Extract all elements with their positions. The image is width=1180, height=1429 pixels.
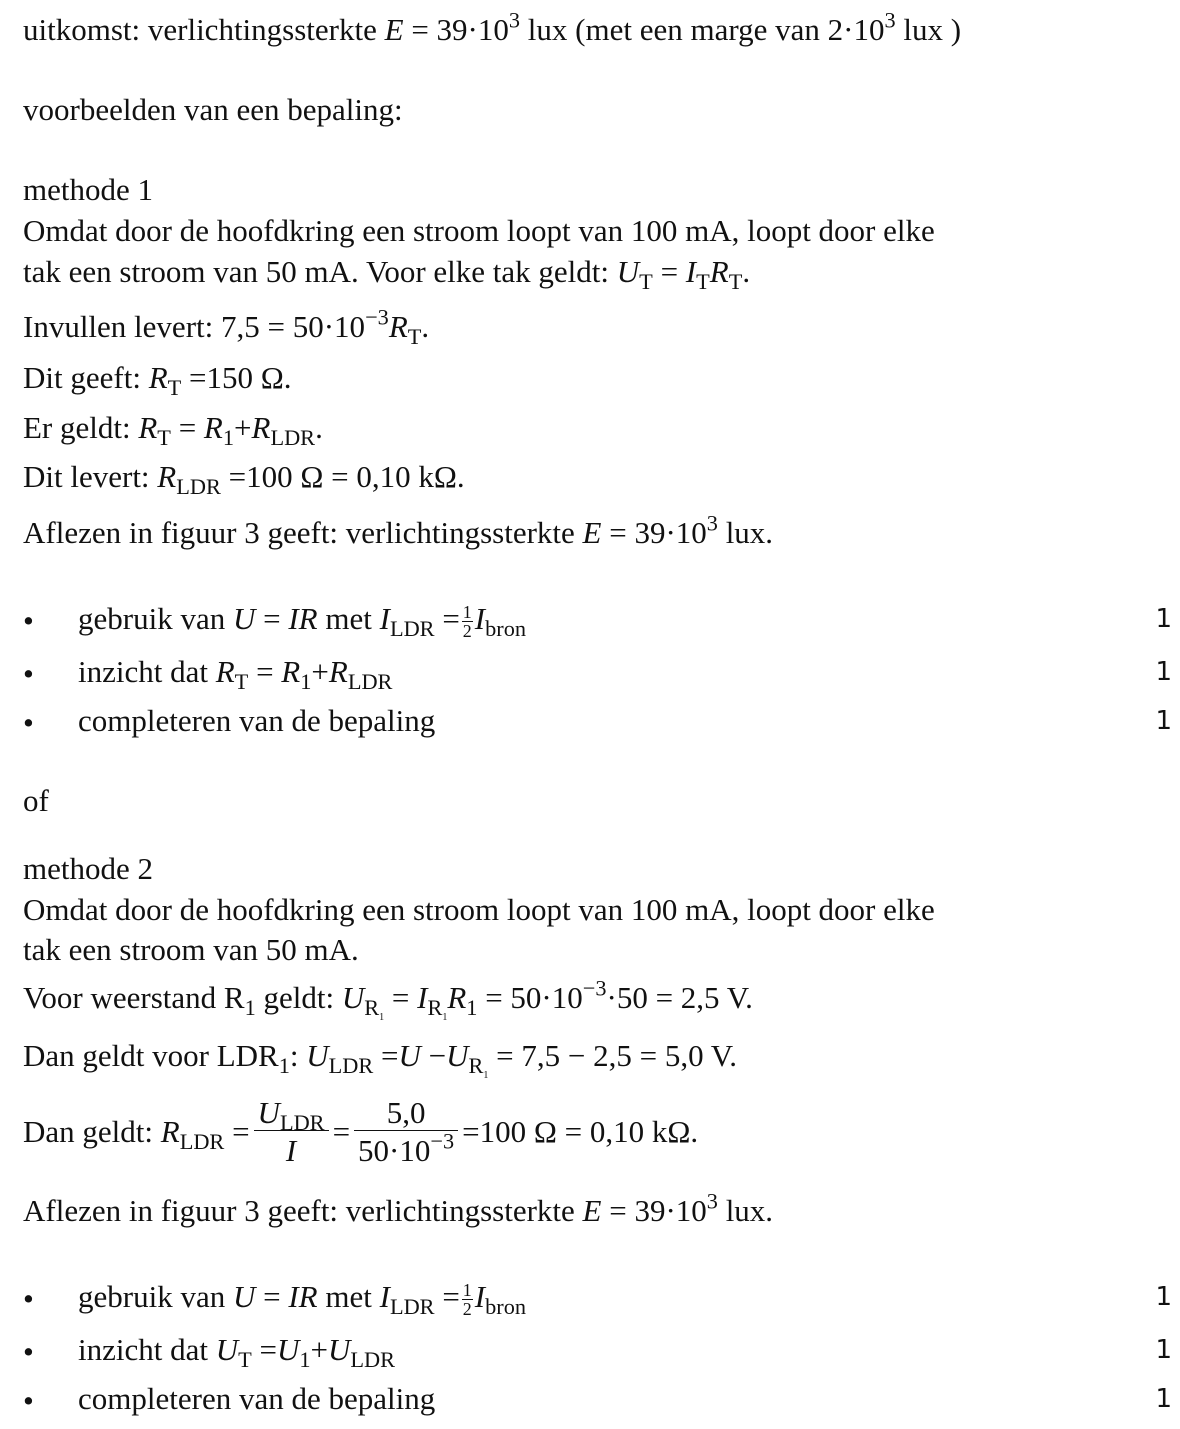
symbol-R: R — [709, 254, 729, 289]
method2-line2: tak een stroom van 50 mA. — [23, 932, 359, 967]
subscript-LDR: LDR — [270, 425, 316, 451]
outcome-unit: lux (met een marge van — [527, 12, 820, 47]
examples-heading: voorbeelden van een bepaling: — [23, 92, 403, 127]
fraction-denominator: 2 — [462, 621, 472, 642]
equals: = — [381, 1038, 399, 1073]
aflezen-value: = 39·10 — [609, 1193, 707, 1228]
subscript-1: 1 — [483, 1070, 489, 1082]
subscript-1: 1 — [442, 1012, 448, 1024]
symbol-U: U — [616, 254, 640, 289]
score-point: 1 — [1155, 706, 1172, 736]
score-point: 1 — [1155, 657, 1172, 687]
criterion-text — [78, 603, 526, 640]
symbol-R: R — [447, 980, 467, 1015]
invullen-expr: 7,5 = 50·10 — [221, 309, 366, 344]
symbol-IR: IR — [288, 601, 318, 636]
subscript-1: 1 — [300, 669, 312, 695]
geldt-label: geldt: — [263, 980, 335, 1015]
invullen-label: Invullen levert: — [23, 309, 214, 344]
symbol-E: E — [384, 12, 404, 47]
method2-dan-geldt-ldr — [23, 1038, 737, 1082]
symbol-U: U — [398, 1038, 421, 1073]
subscript-LDR: LDR — [279, 1110, 325, 1136]
symbol-U: U — [277, 1332, 300, 1367]
outcome-line — [23, 7, 962, 47]
subscript-R1 — [468, 1053, 489, 1082]
fraction-u-over-i — [254, 1097, 329, 1166]
criterion-prefix: inzicht dat — [78, 654, 208, 689]
method2-voor-weerstand — [23, 975, 753, 1024]
dit-geeft-label: Dit geeft: — [23, 360, 141, 395]
equals: = — [442, 601, 460, 636]
subscript-1: 1 — [299, 1347, 311, 1373]
fraction-denominator — [354, 1128, 458, 1168]
symbol-IR: IR — [288, 1279, 318, 1314]
equals: = — [259, 1332, 277, 1367]
equals: = — [660, 254, 679, 289]
outcome-exponent: 3 — [508, 7, 521, 33]
symbol-R: R — [157, 459, 177, 494]
method1-line2 — [23, 254, 751, 295]
method2-aflezen — [23, 1188, 774, 1228]
period: . — [742, 254, 751, 289]
symbol-U: U — [232, 1279, 256, 1314]
bullet-icon: • — [23, 1334, 34, 1369]
criterion-text: completeren van de bepaling — [78, 703, 436, 738]
dit-levert-label: Dit levert: — [23, 459, 150, 494]
dan-geldt-ldr-result: = 7,5 − 2,5 = 5,0 V. — [496, 1038, 737, 1073]
dit-geeft-value: =150 Ω. — [189, 360, 292, 395]
fraction-values — [354, 1097, 458, 1166]
subscript-T: T — [728, 269, 743, 295]
plus: + — [311, 654, 329, 689]
aflezen-value: = 39·10 — [609, 515, 707, 550]
score-point: 1 — [1155, 604, 1172, 634]
aflezen-label: Aflezen in figuur 3 geeft: verlichtingssterkte — [23, 1193, 575, 1228]
criterion-text — [78, 1281, 526, 1318]
bullet-icon: • — [23, 603, 34, 638]
fraction-numerator: 1 — [462, 1280, 472, 1301]
equals: = — [391, 980, 410, 1015]
equals: = — [442, 1279, 460, 1314]
subscript-1: 1 — [466, 995, 478, 1021]
criterion-prefix: gebruik van — [78, 601, 226, 636]
criterion-text: completeren van de bepaling — [78, 1381, 436, 1416]
method1-dit-levert — [23, 459, 465, 500]
subscript-LDR: LDR — [350, 1347, 396, 1373]
or-separator: of — [23, 783, 49, 818]
criterion-text — [78, 1332, 396, 1373]
aflezen-label: Aflezen in figuur 3 geeft: verlichtingssterkte — [23, 515, 575, 550]
equals: = — [332, 1114, 351, 1149]
colon: : — [289, 1038, 299, 1073]
symbol-I: I — [379, 601, 390, 636]
bullet-icon: • — [23, 705, 34, 740]
subscript-1: 1 — [222, 425, 235, 451]
fraction-numerator — [254, 1095, 329, 1136]
subscript-1: 1 — [379, 1012, 385, 1024]
subscript-R1 — [364, 995, 385, 1024]
fraction-denominator: I — [285, 1133, 297, 1168]
er-geldt-label: Er geldt: — [23, 410, 131, 445]
subscript-bron: bron — [485, 616, 527, 642]
equals: = — [256, 654, 274, 689]
outcome-label: uitkomst: verlichtingssterkte — [23, 12, 377, 47]
method1-er-geldt — [23, 410, 323, 451]
symbol-I: I — [379, 1279, 390, 1314]
symbol-R: R — [388, 309, 408, 344]
method2-line1: Omdat door de hoofdkring een stroom loopt van 100 mA, loopt door elke — [23, 892, 935, 927]
score-point: 1 — [1155, 1335, 1172, 1365]
symbol-I: I — [474, 1279, 486, 1314]
symbol-R: R — [160, 1114, 180, 1149]
plus: + — [310, 1332, 329, 1367]
subscript-T: T — [167, 375, 182, 401]
subscript-R1 — [427, 995, 448, 1024]
subscript-R: R — [468, 1053, 484, 1079]
score-point: 1 — [1155, 1282, 1172, 1312]
minus: − — [428, 1038, 447, 1073]
voor-weerstand-expr: = 50·10 — [485, 980, 583, 1015]
symbol-E: E — [582, 1193, 602, 1228]
subscript-R: R — [364, 995, 380, 1021]
dan-geldt-ldr-label: Dan geldt voor LDR — [23, 1038, 279, 1073]
subscript-1: 1 — [278, 1053, 290, 1079]
bullet-icon: • — [23, 1383, 34, 1418]
voor-weerstand-exponent: −3 — [582, 975, 607, 1001]
equals: = — [263, 1279, 281, 1314]
fraction-numerator: 5,0 — [354, 1097, 458, 1131]
fraction-denominator: 2 — [462, 1299, 472, 1320]
dit-levert-value: =100 Ω = 0,10 kΩ. — [228, 459, 465, 494]
invullen-exponent: −3 — [365, 304, 389, 330]
subscript-LDR: LDR — [389, 616, 435, 642]
criterion-prefix: inzicht dat — [78, 1332, 208, 1367]
symbol-U: U — [257, 1095, 280, 1130]
subscript-LDR: LDR — [176, 474, 221, 500]
aflezen-exponent: 3 — [706, 510, 718, 536]
symbol-R: R — [203, 410, 223, 445]
margin-exponent: 3 — [884, 7, 896, 33]
symbol-R: R — [138, 410, 158, 445]
symbol-U: U — [215, 1332, 239, 1367]
criterion-mid: met — [325, 1279, 372, 1314]
margin-value: 2·10 — [827, 12, 885, 47]
bullet-icon: • — [23, 656, 34, 691]
method1-line1: Omdat door de hoofdkring een stroom loopt van 100 mA, loopt door elke — [23, 213, 935, 248]
r-ldr — [160, 1114, 225, 1155]
fraction-half — [462, 1281, 473, 1318]
margin-unit: lux ) — [903, 12, 962, 47]
aflezen-unit: lux. — [725, 1193, 774, 1228]
method2-dan-geldt-r — [23, 1097, 698, 1166]
symbol-R: R — [281, 654, 301, 689]
subscript-LDR: LDR — [389, 1294, 435, 1320]
score-point: 1 — [1155, 1384, 1172, 1414]
method1-line2-text: tak een stroom van 50 mA. Voor elke tak geldt: — [23, 254, 610, 289]
method1-title: methode 1 — [23, 172, 153, 207]
fraction-half — [462, 603, 473, 640]
symbol-I: I — [417, 980, 428, 1015]
subscript-T: T — [639, 269, 653, 295]
criterion-mid: met — [325, 601, 372, 636]
plus: + — [234, 410, 252, 445]
subscript-1: 1 — [244, 995, 256, 1021]
aflezen-unit: lux. — [725, 515, 774, 550]
denominator-exponent: −3 — [430, 1128, 455, 1154]
symbol-R: R — [148, 360, 168, 395]
equals: = — [232, 1114, 250, 1149]
bullet-icon: • — [23, 1281, 34, 1316]
subscript-bron: bron — [485, 1294, 527, 1320]
symbol-R: R — [215, 654, 235, 689]
aflezen-exponent: 3 — [706, 1188, 718, 1214]
method1-dit-geeft — [23, 360, 292, 401]
subscript-T: T — [157, 425, 171, 451]
symbol-U: U — [328, 1332, 351, 1367]
method2-title: methode 2 — [23, 851, 153, 886]
voor-weerstand-result: ·50 = 2,5 V. — [606, 980, 753, 1015]
dan-geldt-label: Dan geldt: — [23, 1114, 153, 1149]
period: . — [421, 309, 430, 344]
symbol-R: R — [251, 410, 271, 445]
symbol-U: U — [446, 1038, 469, 1073]
outcome-value: 39·10 — [436, 12, 509, 47]
subscript-LDR: LDR — [179, 1129, 225, 1155]
subscript-T: T — [696, 269, 710, 295]
subscript-T: T — [234, 669, 249, 695]
subscript-R: R — [427, 995, 443, 1021]
subscript-LDR: LDR — [347, 669, 393, 695]
symbol-U: U — [232, 601, 256, 636]
symbol-R: R — [328, 654, 348, 689]
symbol-U: U — [341, 980, 365, 1015]
equals: = — [263, 601, 281, 636]
voor-weerstand-label: Voor weerstand R — [23, 980, 245, 1015]
period: . — [315, 410, 323, 445]
symbol-U: U — [306, 1038, 329, 1073]
criterion-prefix: gebruik van — [78, 1279, 226, 1314]
method1-aflezen — [23, 510, 774, 550]
equals: = — [178, 410, 197, 445]
method1-invullen — [23, 304, 430, 350]
fraction-numerator: 1 — [462, 602, 472, 623]
symbol-I: I — [685, 254, 697, 289]
symbol-E: E — [582, 515, 602, 550]
symbol-I: I — [474, 601, 486, 636]
dan-geldt-result: =100 Ω = 0,10 kΩ. — [462, 1114, 699, 1149]
subscript-T: T — [238, 1347, 252, 1373]
denominator-value: 50·10 — [358, 1133, 431, 1168]
criterion-text — [78, 654, 393, 695]
equals: = — [411, 12, 429, 47]
subscript-T: T — [407, 324, 422, 350]
subscript-LDR: LDR — [328, 1053, 374, 1079]
